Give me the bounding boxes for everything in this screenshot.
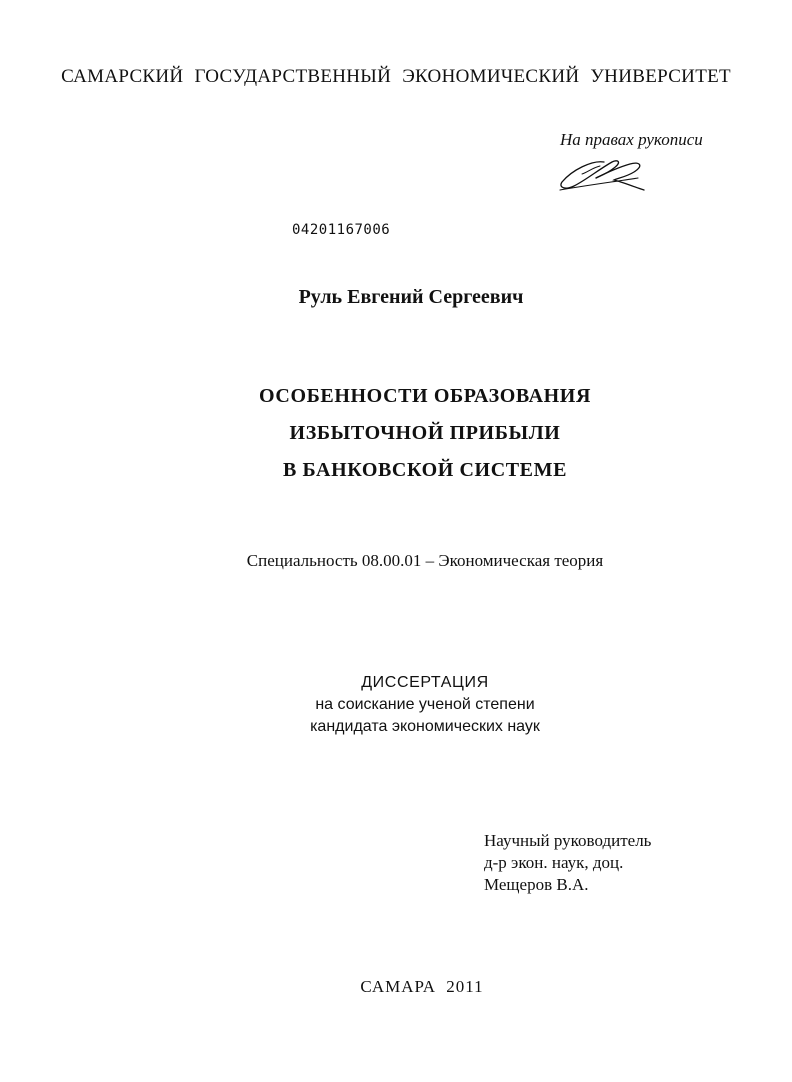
dissertation-title <box>0 378 792 489</box>
city-year: САМАРА 2011 <box>360 977 484 996</box>
catalog-number: 04201167006 <box>292 222 391 238</box>
advisor-role: Научный руководитель <box>484 831 652 850</box>
advisor-block <box>484 830 651 896</box>
dissertation-heading: ДИССЕРТАЦИЯ <box>361 674 489 691</box>
manuscript-rights-note: На правах рукописи <box>560 130 703 149</box>
specialty-line: Специальность 08.00.01 – Экономическая теория <box>246 551 604 570</box>
dissertation-block <box>0 672 792 738</box>
author-name: Руль Евгений Сергеевич <box>298 286 524 308</box>
title-line-2: ИЗБЫТОЧНОЙ ПРИБЫЛИ <box>289 422 561 444</box>
title-line-1: ОСОБЕННОСТИ ОБРАЗОВАНИЯ <box>259 385 591 407</box>
signature-mark <box>552 152 662 200</box>
dissertation-degree-line-1: на соискание ученой степени <box>315 696 535 713</box>
advisor-degree: д-р экон. наук, доц. <box>484 853 624 872</box>
dissertation-degree-line-2: кандидата экономических наук <box>310 718 540 735</box>
title-line-3: В БАНКОВСКОЙ СИСТЕМЕ <box>282 459 568 481</box>
university-name: САМАРСКИЙ ГОСУДАРСТВЕННЫЙ ЭКОНОМИЧЕСКИЙ УНИВЕРСИТЕТ <box>61 66 731 87</box>
advisor-name: Мещеров В.А. <box>484 875 589 894</box>
